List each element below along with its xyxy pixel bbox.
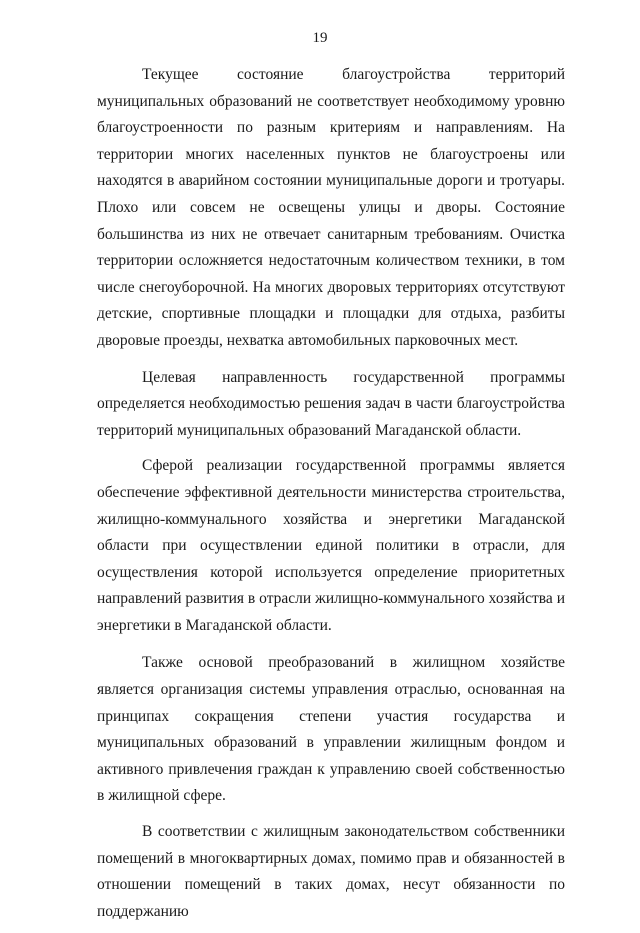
paragraph-owners-obligations: В соответствии с жилищным законодательством собственники помещений в многоквартирных домах, помимо прав и обязанностей в отношении помещений в таких домах, несут обязанности по поддержанию <box>97 823 565 920</box>
page-number: 19 <box>312 30 328 46</box>
paragraph-current-state: Текущее состояние благоустройства территорий муниципальных образований не соответствует необходимому уровню благоустроенности по разным критериям и направлениям. На территории многих населенных пунктов не благоустроены или находятся в аварийном состоянии муниципальные дороги и тротуары. Плохо или совсем не освещены улицы и дворы. Состояние большинства из них не отвечает санитарным требованиям. Очистка территории осложняется недостаточным количеством техники, в том числе снегоуборочной. На многих дворовых территориях отсутствуют детские, спортивные площадки и площадки для отдыха, разбиты дворовые проезды, нехватка автомобильных парковочных мест. <box>97 66 565 349</box>
paragraph-program-scope: Сферой реализации государственной программы является обеспечение эффективной деятельности министерства строительства, жилищно-коммунального хозяйства и энергетики Магаданской области при осуществлении единой политики в отрасли, для осуществления которой используется определение приоритетных направлений развития в отрасли жилищно-коммунального хозяйства и энергетики в Магаданской области. <box>97 457 565 634</box>
paragraph-program-purpose: Целевая направленность государственной программы определяется необходимостью решения задач в части благоустройства территорий муниципальных образований Магаданской области. <box>97 368 565 439</box>
document-body <box>97 62 565 933</box>
paragraph-housing-reform: Также основой преобразований в жилищном хозяйстве является организация системы управления отраслью, основанная на принципах сокращения степени участия государства и муниципальных образований в управлении жилищным фондом и активного привлечения граждан к управлению своей собственностью в жилищной сфере. <box>97 654 565 805</box>
